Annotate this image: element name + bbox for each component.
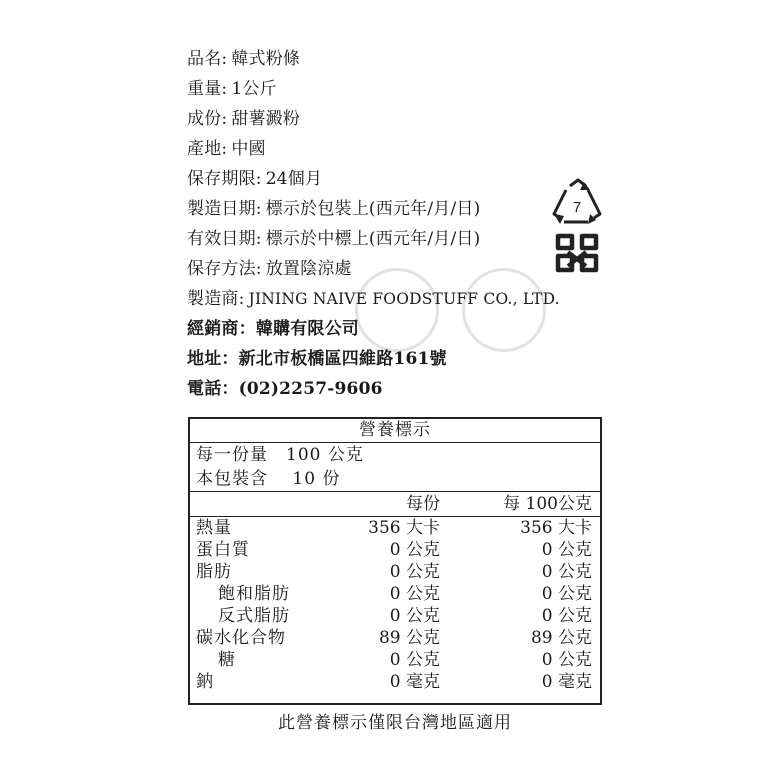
nutrition-row-sugar: 糖 0 公克 0 公克 [218,650,592,670]
nutrition-title: 營養標示 [190,419,600,443]
info-line-phone: 電話：(02)2257-9606 [187,379,383,399]
column-per-serving: 每份 [406,494,440,514]
product-info-block [187,44,607,404]
info-line-weight: 重量: 1公斤 [187,79,277,99]
info-line-expiry-date: 有效日期: 標示於中標上(西元年/月/日) [187,229,481,249]
info-line-name: 品名: 韓式粉條 [187,49,301,69]
serving-size: 每一份量 100 公克 [196,445,364,465]
info-line-address: 地址：新北市板橋區四維路161號 [187,349,447,369]
servings-per-package: 本包裝含 10 份 [196,469,341,489]
info-line-storage: 保存方法: 放置陰涼處 [187,259,352,279]
nutrition-column-header [190,491,600,517]
nutrition-table [188,417,602,705]
info-line-manufacture-date: 製造日期: 標示於包裝上(西元年/月/日) [187,199,481,219]
column-per-100g: 每 100公克 [503,494,592,514]
nutrition-row-protein: 蛋白質 0 公克 0 公克 [196,540,592,560]
nutrition-row-sodium: 鈉 0 毫克 0 毫克 [196,672,592,692]
svg-text:7: 7 [572,199,582,216]
nutrition-row-energy: 熱量 356 大卡 356 大卡 [196,518,592,538]
info-line-shelf-life: 保存期限: 24個月 [187,169,323,189]
nutrition-footer-note: 此營養標示僅限台灣地區適用 [278,713,512,733]
recycle-triangle-icon [548,178,606,282]
info-line-origin: 產地: 中國 [187,139,266,159]
info-line-distributor: 經銷商：韓購有限公司 [187,319,360,339]
nutrition-row-carbohydrate: 碳水化合物 89 公克 89 公克 [196,628,592,648]
nutrition-row-fat: 脂肪 0 公克 0 公克 [196,562,592,582]
info-line-manufacturer: 製造商: JINING NAIVE FOODSTUFF CO., LTD. [187,289,560,309]
nutrition-row-saturated-fat: 飽和脂肪 0 公克 0 公克 [218,584,592,604]
nutrition-row-trans-fat: 反式脂肪 0 公克 0 公克 [218,606,592,626]
recycle-marks [548,178,606,282]
nutrition-rows [190,517,600,693]
info-line-ingredients: 成份: 甜薯澱粉 [187,109,301,129]
plastic-recycle-icon [558,236,596,270]
